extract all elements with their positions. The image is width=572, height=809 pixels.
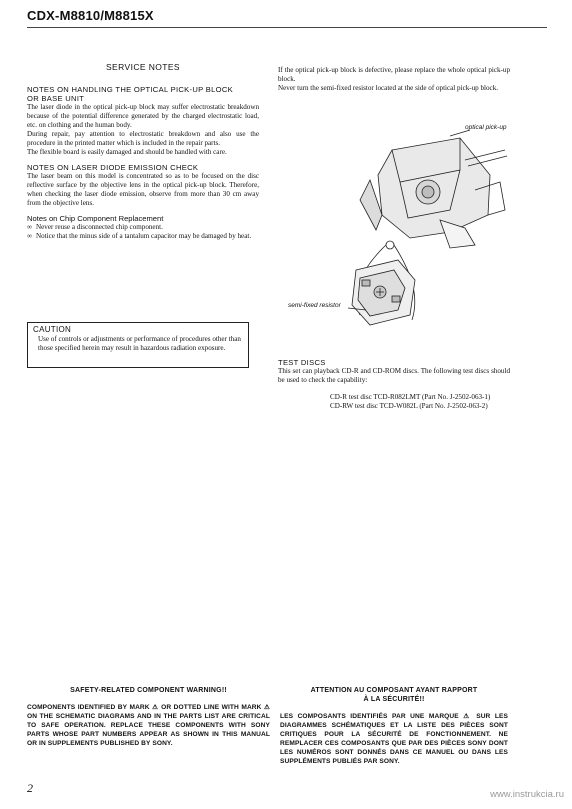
section-heading-pickup-cont: OR BASE UNIT bbox=[27, 94, 85, 103]
safety-warning-fr bbox=[280, 686, 508, 766]
paragraph: If the optical pick-up block is defective, please replace the whole optical pick-up block. bbox=[278, 66, 510, 83]
caution-box bbox=[27, 322, 249, 368]
bullet-mark: ∞ bbox=[27, 223, 33, 231]
paragraph: During repair, pay attention to electrostatic breakdown and also use the procedure in the printed matter which is included in the repair parts. bbox=[27, 130, 259, 147]
paragraph: Never turn the semi-fixed resistor located at the side of optical pick-up block. bbox=[278, 84, 499, 92]
list-item-text: Never reuse a disconnected chip component. bbox=[36, 223, 163, 231]
list-item bbox=[27, 223, 259, 232]
safety-warning-en bbox=[27, 686, 270, 748]
warning-title: SAFETY-RELATED COMPONENT WARNING!! bbox=[70, 687, 227, 694]
caution-text: Use of controls or adjustments or performance of procedures other than those specified herein may result in hazardous radiation exposure. bbox=[38, 335, 241, 352]
label-semi-fixed-resistor: semi-fixed resistor bbox=[288, 302, 341, 309]
header-rule bbox=[27, 27, 547, 28]
model-title: CDX-M8810/M8815X bbox=[27, 8, 154, 23]
paragraph: The flexible board is easily damaged and should be handled with care. bbox=[27, 148, 227, 156]
pickup-drawing bbox=[300, 120, 520, 330]
section-heading-laser: NOTES ON LASER DIODE EMISSION CHECK bbox=[27, 163, 199, 172]
watermark: www.instrukcia.ru bbox=[490, 789, 564, 800]
warning-body: LES COMPOSANTS IDENTIFIÉS PAR UNE MARQUE ⚠ SUR LES DIAGRAMMES SCHÉMATIQUES ET LA LISTE DES PIÈCES SONT CRITIQUES POUR LA SÉCURITÉ DE FONCTIONNEMENT. NE REMPLACER CES COMPOSANTS QUE PAR DES PIÈCES SONY DONT LES NUMÉROS SONT DONNÉS DANS CE MANUEL OU DANS LES SUPPLÉMENTS PUBLIÉS PAR SONY. bbox=[280, 713, 508, 765]
page-number: 2 bbox=[27, 781, 33, 795]
paragraph: The laser beam on this model is concentrated so as to be focused on the disc reflective surface by the objective lens in the optical pick-up block. Therefore, when checking the laser diode emission, observe from more than 30 cm away from the objective lens. bbox=[27, 172, 259, 207]
list-item-text: Notice that the minus side of a tantalum capacitor may be damaged by heat. bbox=[36, 232, 252, 240]
warning-title-cont: À LA SÉCURITÉ!! bbox=[363, 696, 425, 703]
paragraph: The laser diode in the optical pick-up block may suffer electrostatic breakdown because of the potential difference generated by the charged electrostatic load, etc. on clothing and the human body. bbox=[27, 103, 259, 129]
paragraph: This set can playback CD-R and CD-ROM discs. The following test discs should be used to check the capability: bbox=[278, 367, 510, 384]
section-heading-chip: Notes on Chip Component Replacement bbox=[27, 214, 164, 223]
pickup-illustration bbox=[288, 120, 520, 330]
warning-body: COMPONENTS IDENTIFIED BY MARK ⚠ OR DOTTED LINE WITH MARK ⚠ ON THE SCHEMATIC DIAGRAMS AND IN THE PARTS LIST ARE CRITICAL TO SAFE OPERATION. REPLACE THESE COMPONENTS WITH SONY PARTS WHOSE PART NUMBERS APPEAR AS SHOWN IN THIS MANUAL OR IN SUPPLEMENTS PUBLISHED BY SONY. bbox=[27, 704, 270, 747]
test-discs-heading: TEST DISCS bbox=[278, 358, 326, 367]
disc-item: CD-RW test disc TCD-W082L (Part No. J-2502-063-2) bbox=[330, 402, 488, 410]
warning-title: ATTENTION AU COMPOSANT AYANT RAPPORT bbox=[310, 687, 478, 694]
bullet-mark: ∞ bbox=[27, 232, 33, 240]
label-optical-pickup: optical pick-up bbox=[465, 124, 507, 131]
section-heading-pickup: NOTES ON HANDLING THE OPTICAL PICK-UP BLOCK bbox=[27, 85, 234, 94]
left-column bbox=[27, 62, 259, 241]
caution-title: CAUTION bbox=[33, 325, 72, 334]
disc-item: CD-R test disc TCD-R082LMT (Part No. J-2502-063-1) bbox=[330, 393, 491, 401]
test-discs-section bbox=[278, 358, 510, 411]
right-column bbox=[278, 66, 510, 93]
list-item bbox=[27, 232, 259, 241]
service-notes-title: SERVICE NOTES bbox=[105, 62, 180, 72]
